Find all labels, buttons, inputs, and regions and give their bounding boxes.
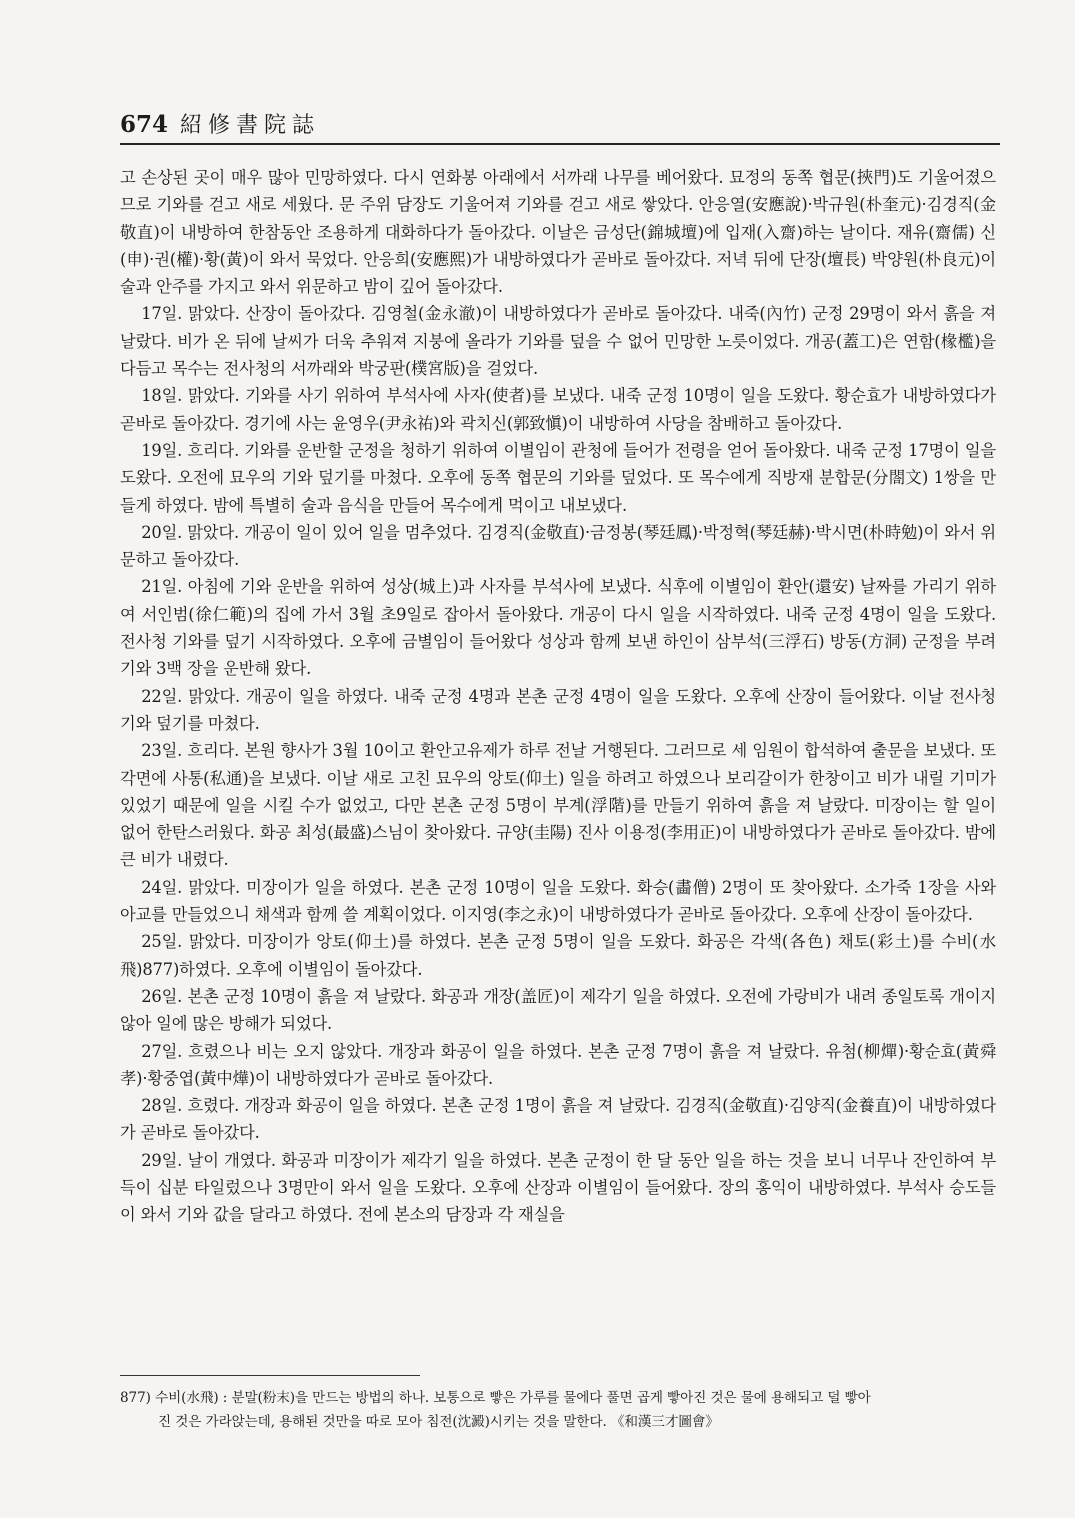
body-text	[120, 164, 996, 1229]
paragraph-day-19: 19일. 흐리다. 기와를 운반할 군정을 청하기 위하여 이별임이 관청에 들어가 전령을 얻어 돌아왔다. 내죽 군정 17명이 일을 도왔다. 오전에 묘우의 기와 덮기를 마쳤다. 오후에 동쪽 협문의 기와를 덮었다. 또 목수에게 직방재 분합문(分閤文) 1쌍을 만들게 하였다. 밤에 특별히 술과 음식을 만들어 목수에게 먹이고 내보냈다.	[120, 440, 996, 515]
page-header	[120, 108, 1000, 139]
paragraph-continued: 고 손상된 곳이 매우 많아 민망하였다. 다시 연화봉 아래에서 서까래 나무를 베어왔다. 묘정의 동쪽 협문(挾門)도 기울어졌으므로 기와를 걷고 새로 세웠다. 문 주위 담장도 기울어져 기와를 걷고 새로 쌓았다. 안응열(安應說)·박규원(朴奎元)·김경직(金敬直)이 내방하여 한참동안 조용하게 대화하다가 돌아갔다. 이날은 금성단(錦城壇)에 입재(入齋)하는 날이다. 재유(齋儒) 신(申)·권(權)·황(黃)이 와서 묵었다. 안응희(安應熙)가 내방하였다가 곧바로 돌아갔다. 저녁 뒤에 단장(壇長) 박양원(朴良元)이 술과 안주를 가지고 와서 위문하고 밤이 깊어 돌아갔다.	[120, 168, 996, 297]
header-rule	[120, 143, 1000, 145]
footnote-rule	[120, 1375, 420, 1376]
paragraph-day-21: 21일. 아침에 기와 운반을 위하여 성상(城上)과 사자를 부석사에 보냈다. 식후에 이별임이 환안(還安) 날짜를 가리기 위하여 서인범(徐仁範)의 집에 가서 3월 초9일로 잡아서 돌아왔다. 개공이 다시 일을 시작하였다. 내죽 군정 4명이 일을 도왔다. 전사청 기와를 덮기 시작하였다. 오후에 금별임이 들어왔다 성상과 함께 보낸 하인이 삼부석(三浮石) 방동(方洞) 군정을 부려 기와 3백 장을 운반해 왔다.	[120, 577, 996, 679]
paragraph-day-24: 24일. 맑았다. 미장이가 일을 하였다. 본촌 군정 10명이 일을 도왔다. 화승(畵僧) 2명이 또 찾아왔다. 소가죽 1장을 사와 아교를 만들었으니 채색과 함께 쓸 계획이었다. 이지영(李之永)이 내방하였다가 곧바로 돌아갔다. 오후에 산장이 돌아갔다.	[120, 877, 996, 925]
paragraph-day-27: 27일. 흐렸으나 비는 오지 않았다. 개장과 화공이 일을 하였다. 본촌 군정 7명이 흙을 져 날랐다. 유첨(柳燀)·황순효(黃舜孝)·황중엽(黃中燁)이 내방하였다가 곧바로 돌아갔다.	[120, 1041, 996, 1088]
paragraph-day-17: 17일. 맑았다. 산장이 돌아갔다. 김영철(金永澈)이 내방하였다가 곧바로 돌아갔다. 내죽(內竹) 군정 29명이 와서 흙을 져 날랐다. 비가 온 뒤에 날씨가 더욱 추워져 지붕에 올라가 기와를 덮을 수 없어 민망한 노릇이었다. 개공(蓋工)은 연함(椽檻)을 다듬고 목수는 전사청의 서까래와 박궁판(樸宮版)을 걸었다.	[120, 304, 996, 379]
paragraph-day-20: 20일. 맑았다. 개공이 일이 있어 일을 멈추었다. 김경직(金敬直)·금정봉(琴廷鳳)·박정혁(琴廷赫)·박시면(朴時勉)이 와서 위문하고 돌아갔다.	[120, 522, 996, 570]
paragraph-day-25: 25일. 맑았다. 미장이가 앙토(仰土)를 하였다. 본촌 군정 5명이 일을 도왔다. 화공은 각색(各色) 채토(彩土)를 수비(水飛)877)하였다. 오후에 이별임이 돌아갔다.	[120, 932, 996, 979]
page-number: 674	[120, 111, 169, 138]
book-title: 紹修書院誌	[180, 113, 321, 138]
paragraph-day-28: 28일. 흐렸다. 개장과 화공이 일을 하였다. 본촌 군정 1명이 흙을 져 날랐다. 김경직(金敬直)·김양직(金養直)이 내방하였다가 곧바로 돌아갔다.	[120, 1096, 996, 1143]
footnote	[120, 1386, 996, 1434]
footnote-line-2: 진 것은 가라앉는데, 용해된 것만을 따로 모아 침전(沈澱)시키는 것을 말한다. 《和漢三才圖會》	[158, 1414, 719, 1430]
paragraph-day-29: 29일. 날이 개였다. 화공과 미장이가 제각기 일을 하였다. 본촌 군정이 한 달 동안 일을 하는 것을 보니 너무나 잔인하여 부득이 십분 타일렀으나 3명만이 와서 일을 도왔다. 오후에 산장과 이별임이 들어왔다. 장의 홍익이 내방하였다. 부석사 승도들이 와서 기와 값을 달라고 하였다. 전에 본소의 담장과 각 재실을	[120, 1150, 996, 1225]
paragraph-day-23: 23일. 흐리다. 본원 향사가 3월 10이고 환안고유제가 하루 전날 거행된다. 그러므로 세 임원이 합석하여 출문을 보냈다. 또 각면에 사통(私通)을 보냈다. 이날 새로 고친 묘우의 앙토(仰土) 일을 하려고 하였으나 보리갈이가 한창이고 비가 내릴 기미가 있었기 때문에 일을 시킬 수가 없었고, 다만 본촌 군정 5명이 부계(浮階)를 만들기 위하여 흙을 져 날랐다. 미장이는 할 일이 없어 한탄스러웠다. 화공 최성(最盛)스님이 찾아왔다. 규양(圭陽) 진사 이용정(李用正)이 내방하였다가 곧바로 돌아갔다. 밤에 큰 비가 내렸다.	[120, 741, 996, 870]
paragraph-day-26: 26일. 본촌 군정 10명이 흙을 져 날랐다. 화공과 개장(盖匠)이 제각기 일을 하였다. 오전에 가랑비가 내려 종일토록 개이지 않아 일에 많은 방해가 되었다.	[120, 986, 997, 1034]
paragraph-day-22: 22일. 맑았다. 개공이 일을 하였다. 내죽 군정 4명과 본촌 군정 4명이 일을 도왔다. 오후에 산장이 들어왔다. 이날 전사청 기와 덮기를 마쳤다.	[120, 686, 996, 733]
footnote-line-1: 877) 수비(水飛) : 분말(粉末)을 만드는 방법의 하나. 보통으로 빻은 가루를 물에다 풀면 곱게 빻아진 것은 물에 용해되고 덜 빻아	[120, 1390, 871, 1406]
paragraph-day-18: 18일. 맑았다. 기와를 사기 위하여 부석사에 사자(使者)를 보냈다. 내죽 군정 10명이 일을 도왔다. 황순효가 내방하였다가 곧바로 돌아갔다. 경기에 사는 윤영우(尹永祐)와 곽치신(郭致愼)이 내방하여 사당을 참배하고 돌아갔다.	[120, 386, 996, 433]
